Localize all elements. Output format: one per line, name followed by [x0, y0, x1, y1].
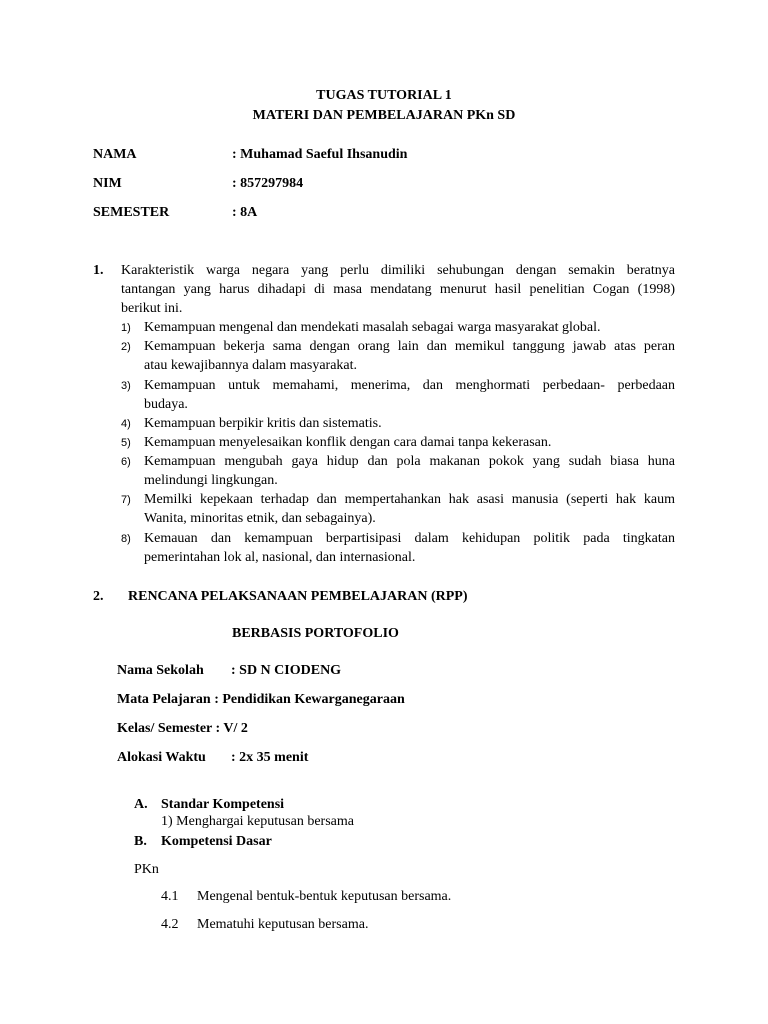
list-item-number: 5): [121, 437, 131, 449]
question-1-intro-line: berikut ini.: [121, 301, 183, 316]
list-item-number: 6): [121, 456, 131, 468]
question-2-number: 2.: [93, 589, 104, 604]
list-item: Memilki kepekaan terhadap dan mempertahankan hak asasi manusia (seperti hak kaum: [144, 492, 675, 507]
question-1-number: 1.: [93, 263, 104, 278]
question-2-subheading: BERBASIS PORTOFOLIO: [232, 626, 399, 641]
mata-pelajaran: Mata Pelajaran : Pendidikan Kewarganegaraan: [117, 692, 405, 707]
question-1-intro-line: tantangan yang harus dihadapi di masa mendatang menurut hasil penelitian Cogan (1998): [121, 282, 675, 297]
nama-value: : Muhamad Saeful Ihsanudin: [232, 147, 408, 162]
kd-number: 4.1: [161, 889, 179, 904]
alokasi-waktu-value: : 2x 35 menit: [231, 750, 309, 765]
question-2-heading: RENCANA PELAKSANAAN PEMBELAJARAN (RPP): [128, 589, 468, 604]
nama-label: NAMA: [93, 147, 137, 162]
list-item-continuation: melindungi lingkungan.: [144, 473, 278, 488]
list-item-number: 3): [121, 380, 131, 392]
semester-label: SEMESTER: [93, 205, 170, 220]
document-subtitle: MATERI DAN PEMBELAJARAN PKn SD: [252, 108, 516, 123]
list-item-number: 2): [121, 341, 131, 353]
nim-label: NIM: [93, 176, 122, 191]
list-item: Kemampuan bekerja sama dengan orang lain dan memikul tanggung jawab atas peran: [144, 339, 675, 354]
nama-sekolah-value: : SD N CIODENG: [231, 663, 342, 678]
list-item-continuation: budaya.: [144, 397, 188, 412]
kd-number: 4.2: [161, 917, 179, 932]
nim-value: : 857297984: [232, 176, 304, 191]
semester-value: : 8A: [232, 205, 258, 220]
kelas-semester: Kelas/ Semester : V/ 2: [117, 721, 248, 736]
section-b-title: Kompetensi Dasar: [161, 834, 272, 849]
list-item-continuation: Wanita, minoritas etnik, dan sebagainya).: [144, 511, 376, 526]
list-item-number: 8): [121, 533, 131, 545]
list-item: Kemampuan mengenal dan mendekati masalah sebagai warga masyarakat global.: [144, 320, 601, 335]
list-item: Kemampuan untuk memahami, menerima, dan menghormati perbedaan- perbedaan: [144, 378, 675, 393]
document-title: TUGAS TUTORIAL 1: [316, 88, 452, 103]
section-a-title: Standar Kompetensi: [161, 797, 285, 812]
list-item-continuation: pemerintahan lok al, nasional, dan internasional.: [144, 550, 416, 565]
list-item: Kemampuan berpikir kritis dan sistematis.: [144, 416, 382, 431]
section-b-label: B.: [134, 834, 147, 849]
list-item-continuation: atau kewajibannya dalam masyarakat.: [144, 358, 358, 373]
list-item: Kemampuan mengubah gaya hidup dan pola makanan pokok yang sudah biasa huna: [144, 454, 675, 469]
pkn-label: PKn: [134, 862, 159, 877]
question-1-intro-line: Karakteristik warga negara yang perlu dimiliki sehubungan dengan semakin beratnya: [121, 263, 675, 278]
list-item: Kemauan dan kemampuan berpartisipasi dalam kehidupan politik pada tingkatan: [144, 531, 675, 546]
list-item-number: 7): [121, 494, 131, 506]
list-item-number: 1): [121, 322, 131, 334]
kd-item: Mematuhi keputusan bersama.: [197, 917, 369, 932]
list-item-number: 4): [121, 418, 131, 430]
section-a-item: 1) Menghargai keputusan bersama: [161, 814, 354, 829]
alokasi-waktu-label: Alokasi Waktu: [117, 750, 206, 765]
nama-sekolah-label: Nama Sekolah: [117, 663, 204, 678]
kd-item: Mengenal bentuk-bentuk keputusan bersama.: [197, 889, 452, 904]
list-item: Kemampuan menyelesaikan konflik dengan cara damai tanpa kekerasan.: [144, 435, 552, 450]
section-a-label: A.: [134, 797, 148, 812]
